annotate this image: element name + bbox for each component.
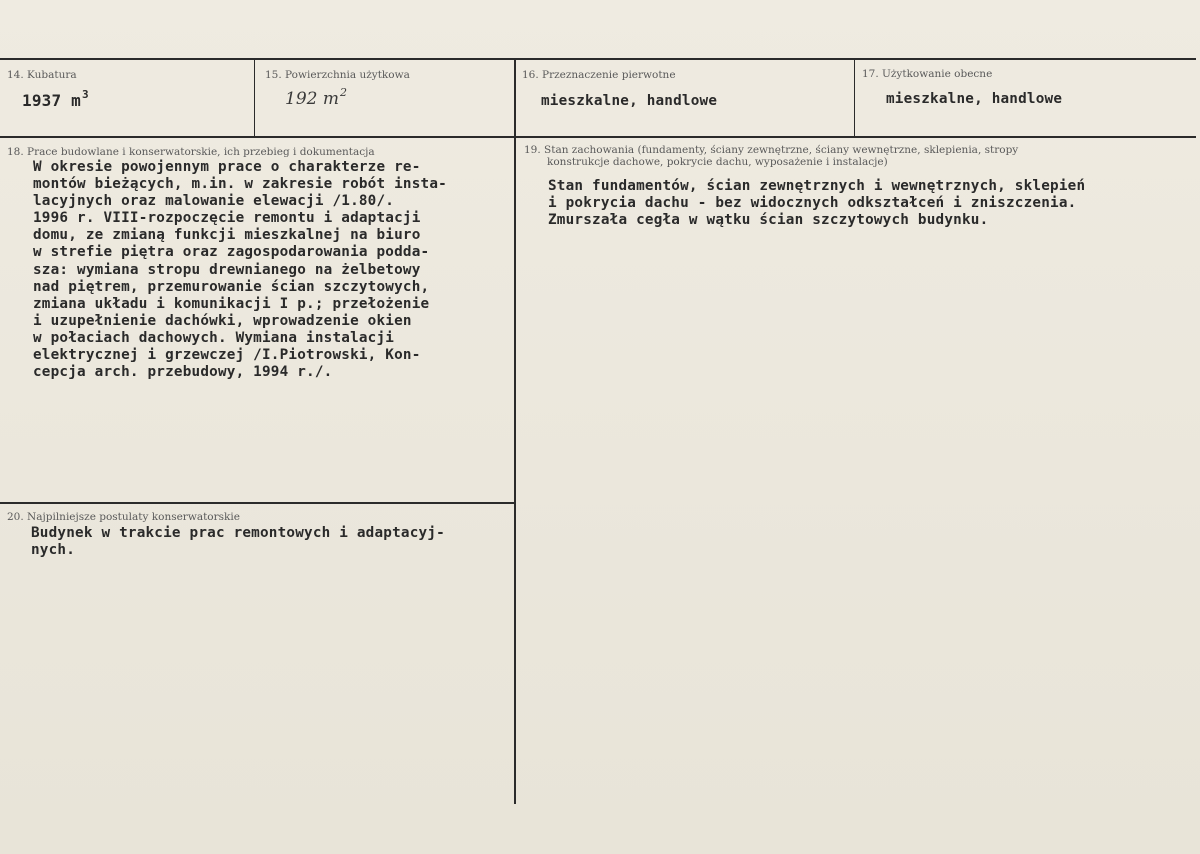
field-18-line: elektrycznej i grzewczej /I.Piotrowski, Kon- <box>33 347 421 364</box>
field-20-text <box>31 525 445 559</box>
row-divider <box>0 136 1196 138</box>
field-18-line: domu, ze zmianą funkcji mieszkalnej na biuro <box>33 227 421 244</box>
field-20-line: nych. <box>31 542 76 559</box>
field-14-value: 1937 $m^3$ <box>22 88 89 110</box>
field-15-label: 15. Powierzchnia użytkowa <box>265 69 410 81</box>
field-15-value: 192 $m^2$ <box>285 86 347 109</box>
field-19-label-line-2: konstrukcje dachowe, pokrycie dachu, wyposażenie i instalacje) <box>547 156 888 168</box>
field-18-line: i uzupełnienie dachówki, wprowadzenie okien <box>33 312 412 329</box>
section-20-divider <box>0 502 515 504</box>
col-divider-2 <box>514 58 516 804</box>
field-18-line: w połaciach dachowych. Wymiana instalacji <box>33 329 395 346</box>
field-18-line: 1996 r. VIII-rozpoczęcie remontu i adaptacji <box>33 210 421 227</box>
field-18-label: 18. Prace budowlane i konserwatorskie, ich przebieg i dokumentacja <box>7 146 375 158</box>
field-19-line: Zmurszała cegła w wątku ścian szczytowych budynku. <box>548 212 989 229</box>
top-rule <box>0 58 1196 60</box>
field-17-label: 17. Użytkowanie obecne <box>862 68 993 80</box>
field-19-label-line-1: 19. Stan zachowania (fundamenty, ściany zewnętrzne, ściany wewnętrzne, sklepienia, stropy <box>524 144 1019 156</box>
field-16-value: mieszkalne, handlowe <box>541 93 718 109</box>
field-18-line: W okresie powojennym prace o charakterze re- <box>33 159 421 175</box>
field-20-label: 20. Najpilniejsze postulaty konserwatorskie <box>7 511 240 523</box>
field-18-line: sza: wymiana stropu drewnianego na żelbetowy <box>33 261 421 278</box>
field-19-line: i pokrycia dachu - bez widocznych odkształceń i zniszczenia. <box>548 195 1077 212</box>
field-19-text <box>548 178 1085 229</box>
field-19-line: Stan fundamentów, ścian zewnętrznych i wewnętrznych, sklepień <box>548 178 1086 194</box>
field-17-value: mieszkalne, handlowe <box>886 91 1063 107</box>
col-divider-1 <box>254 58 255 138</box>
field-18-line: lacyjnych oraz malowanie elewacji /1.80/. <box>33 193 395 210</box>
col-divider-3 <box>854 58 855 138</box>
field-18-line: w strefie piętra oraz zagospodarowania podda- <box>33 244 430 261</box>
field-16-label: 16. Przeznaczenie pierwotne <box>522 69 676 81</box>
field-18-text <box>33 159 447 381</box>
field-18-line: nad piętrem, przemurowanie ścian szczytowych, <box>33 278 430 295</box>
field-14-label: 14. Kubatura <box>7 69 77 81</box>
field-18-line: montów bieżących, m.in. w zakresie robót insta- <box>33 176 447 193</box>
field-18-line: zmiana układu i komunikacji I p.; przełożenie <box>33 295 430 312</box>
field-18-line: cepcja arch. przebudowy, 1994 r./. <box>33 364 333 381</box>
field-20-line: Budynek w trakcie prac remontowych i adaptacyj- <box>31 525 445 541</box>
